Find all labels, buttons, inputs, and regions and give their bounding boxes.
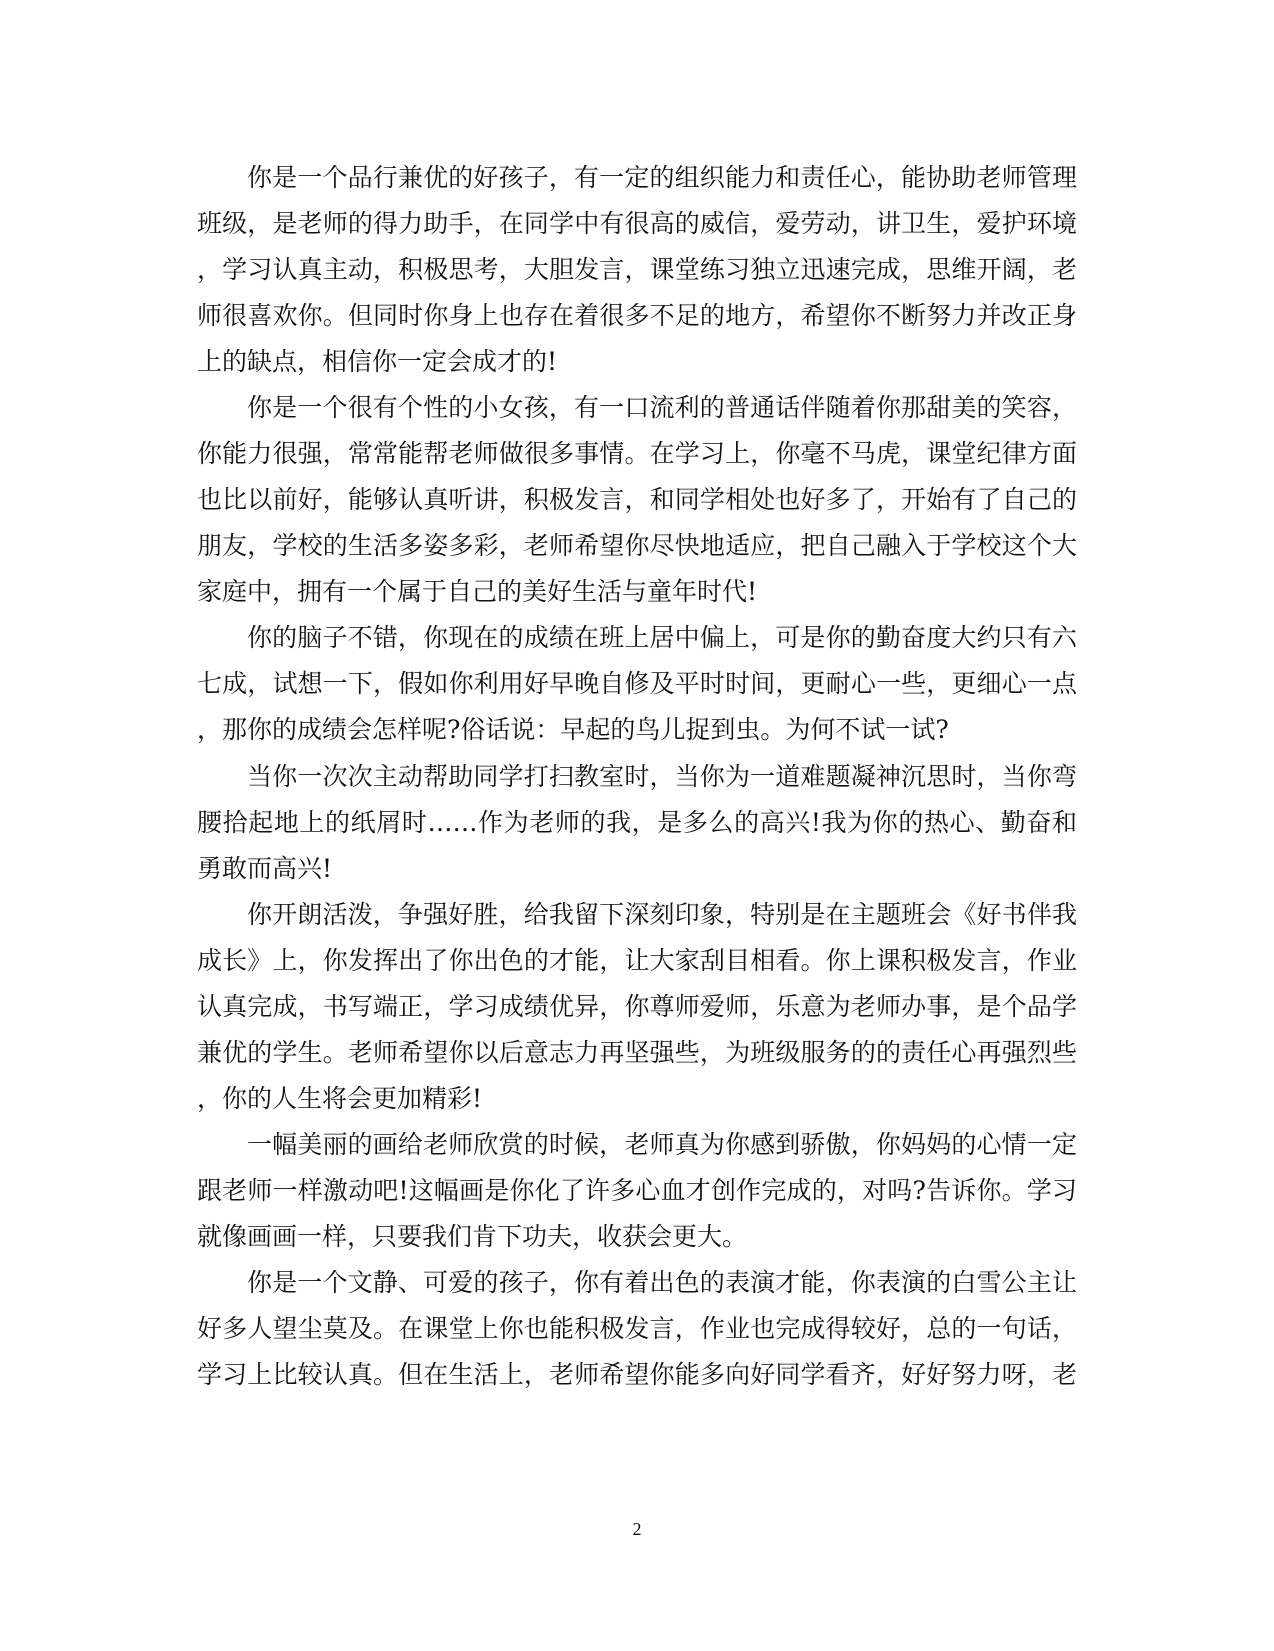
text-line: 腰拾起地上的纸屑时……作为老师的我，是多么的高兴!我为你的热心、勤奋和 xyxy=(197,808,1077,837)
text-line: 你开朗活泼，争强好胜，给我留下深刻印象，特别是在主题班会《好书伴我 xyxy=(247,900,1077,929)
text-line: 兼优的学生。老师希望你以后意志力再坚强些，为班级服务的的责任心再强烈些 xyxy=(197,1038,1077,1067)
text-line: 你的脑子不错，你现在的成绩在班上居中偏上，可是你的勤奋度大约只有六 xyxy=(247,623,1077,652)
text-line: 你能力很强，常常能帮老师做很多事情。在学习上，你毫不马虎，课堂纪律方面 xyxy=(197,439,1077,468)
text-line: 勇敢而高兴! xyxy=(197,854,333,883)
text-line: ，你的人生将会更加精彩! xyxy=(197,1084,483,1113)
text-line: 好多人望尘莫及。在课堂上你也能积极发言，作业也完成得较好，总的一句话， xyxy=(197,1314,1077,1343)
text-line: 当你一次次主动帮助同学打扫教室时，当你为一道难题凝神沉思时，当你弯 xyxy=(247,762,1077,791)
text-line: 你是一个文静、可爱的孩子，你有着出色的表演才能，你表演的白雪公主让 xyxy=(247,1268,1077,1297)
text-line: 认真完成，书写端正，学习成绩优异，你尊师爱师，乐意为老师办事，是个品学 xyxy=(197,992,1077,1021)
text-line: 你是一个很有个性的小女孩，有一口流利的普通话伴随着你那甜美的笑容， xyxy=(247,393,1077,422)
text-line: 一幅美丽的画给老师欣赏的时候，老师真为你感到骄傲，你妈妈的心情一定 xyxy=(247,1130,1077,1159)
text-line: 成长》上，你发挥出了你出色的才能，让大家刮目相看。你上课积极发言，作业 xyxy=(197,946,1077,975)
text-line: 师很喜欢你。但同时你身上也存在着很多不足的地方，希望你不断努力并改正身 xyxy=(197,301,1077,330)
text-line: 上的缺点，相信你一定会成才的! xyxy=(197,347,558,376)
text-line: 班级，是老师的得力助手，在同学中有很高的威信，爱劳动，讲卫生，爱护环境 xyxy=(197,209,1077,238)
text-line: 家庭中，拥有一个属于自己的美好生活与童年时代! xyxy=(197,577,758,606)
text-line: 跟老师一样激动吧!这幅画是你化了许多心血才创作完成的，对吗?告诉你。学习 xyxy=(197,1176,1077,1205)
text-line: 七成，试想一下，假如你利用好早晚自修及平时时间，更耐心一些，更细心一点 xyxy=(197,669,1077,698)
page-number: 2 xyxy=(632,1519,642,1539)
text-line: 就像画画一样，只要我们肯下功夫，收获会更大。 xyxy=(197,1222,748,1251)
text-line: 也比以前好，能够认真听讲，积极发言，和同学相处也好多了，开始有了自己的 xyxy=(197,485,1077,514)
text-line: 朋友，学校的生活多姿多彩，老师希望你尽快地适应，把自己融入于学校这个大 xyxy=(197,531,1077,560)
text-line: 学习上比较认真。但在生活上，老师希望你能多向好同学看齐，好好努力呀，老 xyxy=(197,1360,1077,1389)
text-line: ，学习认真主动，积极思考，大胆发言，课堂练习独立迅速完成，思维开阔，老 xyxy=(197,255,1077,284)
text-line: 你是一个品行兼优的好孩子，有一定的组织能力和责任心，能协助老师管理 xyxy=(247,163,1077,192)
text-line: ，那你的成绩会怎样呢?俗话说：早起的鸟儿捉到虫。为何不试一试? xyxy=(197,715,949,744)
